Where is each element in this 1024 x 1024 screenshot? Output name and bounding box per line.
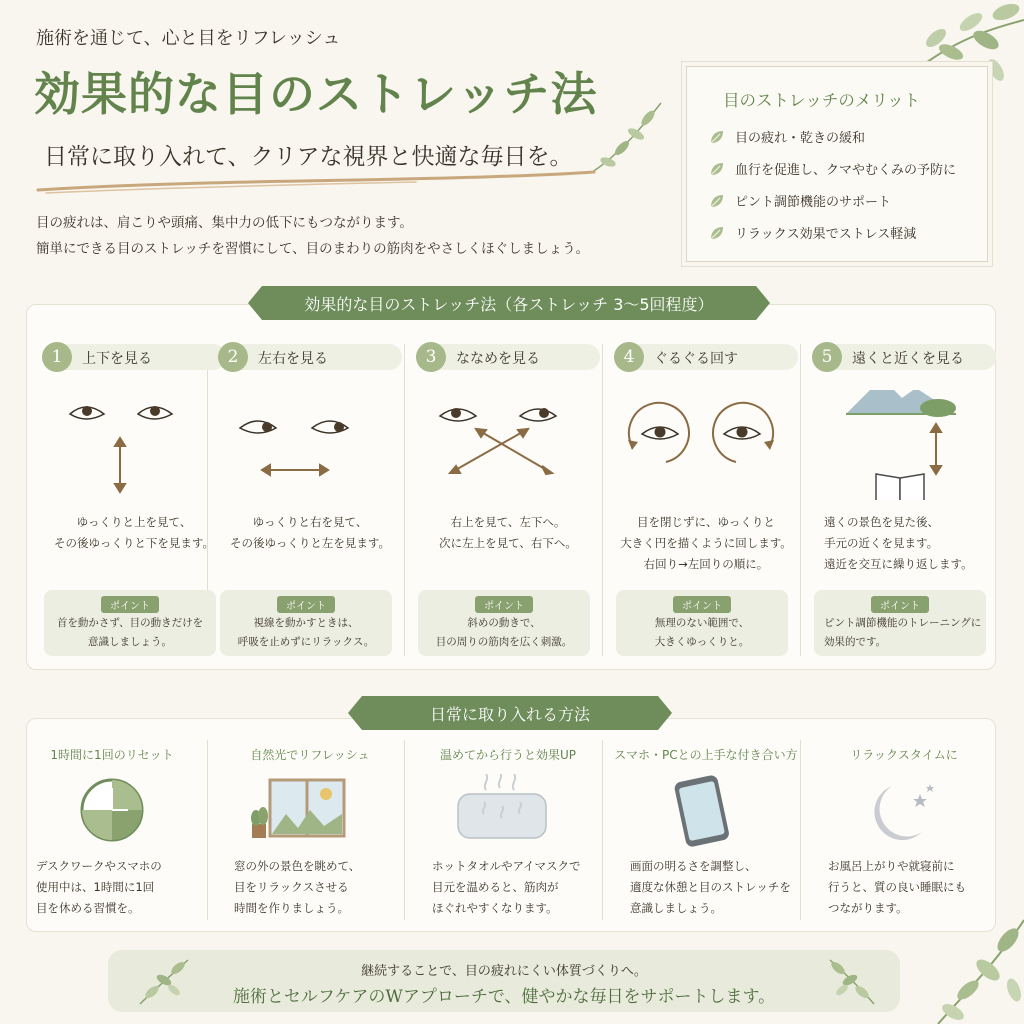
towel-icon bbox=[410, 774, 606, 864]
desc-line: 使用中は、1時間に1回 bbox=[36, 880, 155, 894]
desc-line: ゆっくりと右を見て、 bbox=[252, 515, 368, 529]
desc-line: ゆっくりと上を見て、 bbox=[76, 515, 192, 529]
stretch-title: 左右を見る bbox=[258, 351, 328, 367]
stretch-description bbox=[608, 512, 804, 575]
merit-title: 目のストレッチのメリット bbox=[723, 91, 921, 110]
stretch-header bbox=[42, 344, 226, 370]
daily-card bbox=[212, 736, 408, 926]
point-badge: ポイント bbox=[277, 596, 335, 613]
stretch-description bbox=[212, 512, 408, 554]
stretch-card bbox=[36, 340, 232, 660]
point-text bbox=[418, 614, 590, 652]
eyes-up-down-icon bbox=[36, 390, 232, 500]
point-text bbox=[220, 614, 392, 652]
stretch-header bbox=[218, 344, 402, 370]
daily-title: 自然光でリフレッシュ bbox=[250, 748, 370, 762]
desc-line: お風呂上がりや就寝前に bbox=[828, 859, 955, 873]
point-badge: ポイント bbox=[871, 596, 929, 613]
point-line: 効果的です。 bbox=[824, 636, 887, 648]
smartphone-icon bbox=[608, 774, 804, 864]
point-text bbox=[814, 614, 986, 652]
footer-line-2: 施術とセルフケアのWアプローチで、健やかな毎日をサポートします。 bbox=[232, 987, 776, 1007]
window-icon bbox=[212, 774, 408, 864]
stretch-title: ぐるぐる回す bbox=[654, 351, 738, 367]
step-number: 2 bbox=[218, 342, 248, 372]
step-number: 4 bbox=[614, 342, 644, 372]
step-number: 5 bbox=[812, 342, 842, 372]
intro-line: 簡単にできる目のストレッチを習慣にして、目のまわりの筋肉をやさしくほぐしましょう。 bbox=[36, 241, 590, 257]
desc-line: 次に左上を見て、右下へ。 bbox=[439, 536, 577, 550]
desc-line: 目をリラックスさせる bbox=[234, 880, 349, 894]
daily-section-banner: 日常に取り入れる方法 bbox=[362, 696, 658, 730]
step-number: 3 bbox=[416, 342, 446, 372]
desc-line: ホットタオルやアイマスクで bbox=[432, 859, 581, 873]
stretch-title: 遠くと近くを見る bbox=[852, 351, 964, 367]
merit-item bbox=[709, 159, 956, 178]
point-badge: ポイント bbox=[475, 596, 533, 613]
desc-line: 目を閉じずに、ゆっくりと bbox=[637, 515, 775, 529]
merit-item-label: 目の疲れ・乾きの緩和 bbox=[735, 131, 866, 146]
desc-line: 目元を温めると、筋肉が bbox=[432, 880, 559, 894]
point-line: 首を動かさず、目の動きだけを bbox=[56, 617, 204, 629]
desc-line: 大きく円を描くように回します。 bbox=[620, 536, 792, 550]
book-icon bbox=[876, 474, 924, 500]
daily-title: リラックスタイムに bbox=[850, 748, 958, 762]
stretch-description bbox=[36, 512, 232, 554]
point-line: 目の周りの筋肉を広く刺激。 bbox=[435, 636, 573, 648]
stretch-description bbox=[410, 512, 606, 554]
page-title: 効果的な目のストレッチ法 bbox=[34, 67, 598, 121]
desc-line: 右回り→左回りの順に。 bbox=[643, 557, 769, 571]
daily-title: 温めてから行うと効果UP bbox=[439, 748, 577, 762]
footer-line-1: 継続することで、目の疲れにくい体質づくりへ。 bbox=[361, 964, 647, 979]
step-number: 1 bbox=[42, 342, 72, 372]
stretch-description bbox=[824, 512, 1020, 575]
stretch-title: ななめを見る bbox=[456, 351, 540, 367]
merit-item bbox=[709, 127, 865, 146]
leaf-branch-title-icon bbox=[586, 98, 666, 178]
daily-title: スマホ・PCとの上手な付き合い方 bbox=[614, 748, 798, 762]
daily-card bbox=[806, 736, 1002, 926]
brush-stroke-divider bbox=[36, 168, 596, 196]
leaf-branch-footer-left-icon bbox=[134, 954, 194, 1010]
intro-text bbox=[36, 210, 589, 262]
point-badge: ポイント bbox=[101, 596, 159, 613]
desc-line: 適度な休憩と目のストレッチを bbox=[630, 880, 791, 894]
point-text bbox=[44, 614, 216, 652]
eyes-left-right-icon bbox=[212, 390, 408, 500]
merit-item bbox=[709, 191, 891, 210]
page-subtitle: 施術を通じて、心と目をリフレッシュ bbox=[36, 28, 341, 49]
daily-card bbox=[14, 736, 210, 926]
desc-line: 行うと、質の良い睡眠にも bbox=[828, 880, 966, 894]
desc-line: 手元の近くを見ます。 bbox=[824, 536, 939, 550]
desc-line: 意識しましょう。 bbox=[630, 901, 722, 915]
stretch-title: 上下を見る bbox=[82, 351, 152, 367]
merit-box bbox=[686, 66, 988, 262]
daily-card bbox=[410, 736, 606, 926]
daily-card bbox=[608, 736, 804, 926]
clock-icon bbox=[14, 774, 210, 864]
leaf-icon bbox=[709, 129, 725, 145]
point-box bbox=[44, 590, 216, 656]
point-line: 斜めの動きで、 bbox=[467, 617, 541, 629]
point-box bbox=[220, 590, 392, 656]
desc-line: その後ゆっくりと下を見ます。 bbox=[54, 536, 214, 550]
point-text bbox=[616, 614, 788, 652]
stretch-card bbox=[806, 340, 1002, 660]
daily-description bbox=[234, 856, 404, 919]
leaf-icon bbox=[709, 193, 725, 209]
daily-description bbox=[630, 856, 800, 919]
stretch-section-banner: 効果的な目のストレッチ法（各ストレッチ 3〜5回程度） bbox=[262, 286, 756, 320]
point-line: 大きくゆっくりと。 bbox=[654, 636, 750, 648]
daily-description bbox=[432, 856, 602, 919]
point-line: 無理のない範囲で、 bbox=[654, 617, 750, 629]
point-box bbox=[616, 590, 788, 656]
point-box bbox=[814, 590, 986, 656]
leaf-icon bbox=[709, 225, 725, 241]
desc-line: 目を休める習慣を。 bbox=[36, 901, 140, 915]
desc-line: 遠くの景色を見た後、 bbox=[824, 515, 939, 529]
point-line: 呼吸を止めずにリラックス。 bbox=[237, 636, 375, 648]
leaf-branch-footer-right-icon bbox=[824, 954, 880, 1010]
daily-description bbox=[828, 856, 998, 919]
stretch-card bbox=[410, 340, 606, 660]
stretch-header bbox=[812, 344, 996, 370]
point-badge: ポイント bbox=[673, 596, 731, 613]
point-line: 視線を動かすときは、 bbox=[253, 617, 359, 629]
desc-line: 画面の明るさを調整し、 bbox=[630, 859, 757, 873]
desc-line: 遠近を交互に繰り返します。 bbox=[824, 557, 973, 571]
merit-item-label: ピント調節機能のサポート bbox=[735, 195, 892, 210]
stretch-card bbox=[608, 340, 804, 660]
desc-line: デスクワークやスマホの bbox=[36, 859, 162, 873]
footer-banner bbox=[108, 950, 900, 1012]
merit-item bbox=[709, 223, 916, 242]
intro-line: 目の疲れは、肩こりや頭痛、集中力の低下にもつながります。 bbox=[36, 215, 413, 231]
desc-line: その後ゆっくりと左を見ます。 bbox=[230, 536, 390, 550]
desc-line: ほぐれやすくなります。 bbox=[432, 901, 558, 915]
stretch-card bbox=[212, 340, 408, 660]
desc-line: つながります。 bbox=[828, 901, 908, 915]
stretch-header bbox=[416, 344, 600, 370]
desc-line: 時間を作りましょう。 bbox=[234, 901, 349, 915]
desc-line: 右上を見て、左下へ。 bbox=[450, 515, 566, 529]
far-near-icon bbox=[806, 390, 1002, 500]
daily-description bbox=[36, 856, 206, 919]
moon-icon bbox=[806, 774, 1002, 864]
daily-title: 1時間に1回のリセット bbox=[50, 748, 174, 762]
merit-item-label: リラックス効果でストレス軽減 bbox=[735, 227, 917, 242]
point-line: 意識しましょう。 bbox=[88, 636, 172, 648]
leaf-icon bbox=[709, 161, 725, 177]
point-box bbox=[418, 590, 590, 656]
eyes-diagonal-icon bbox=[410, 390, 606, 500]
merit-item-label: 血行を促進し、クマやむくみの予防に bbox=[735, 163, 957, 178]
point-line: ピント調節機能のトレーニングに bbox=[824, 617, 982, 629]
eyes-rotate-icon bbox=[608, 390, 804, 500]
stretch-header bbox=[614, 344, 798, 370]
tagline: 日常に取り入れて、クリアな視界と快適な毎日を。 bbox=[44, 144, 573, 170]
desc-line: 窓の外の景色を眺めて、 bbox=[234, 859, 361, 873]
mountain-icon bbox=[846, 390, 956, 417]
